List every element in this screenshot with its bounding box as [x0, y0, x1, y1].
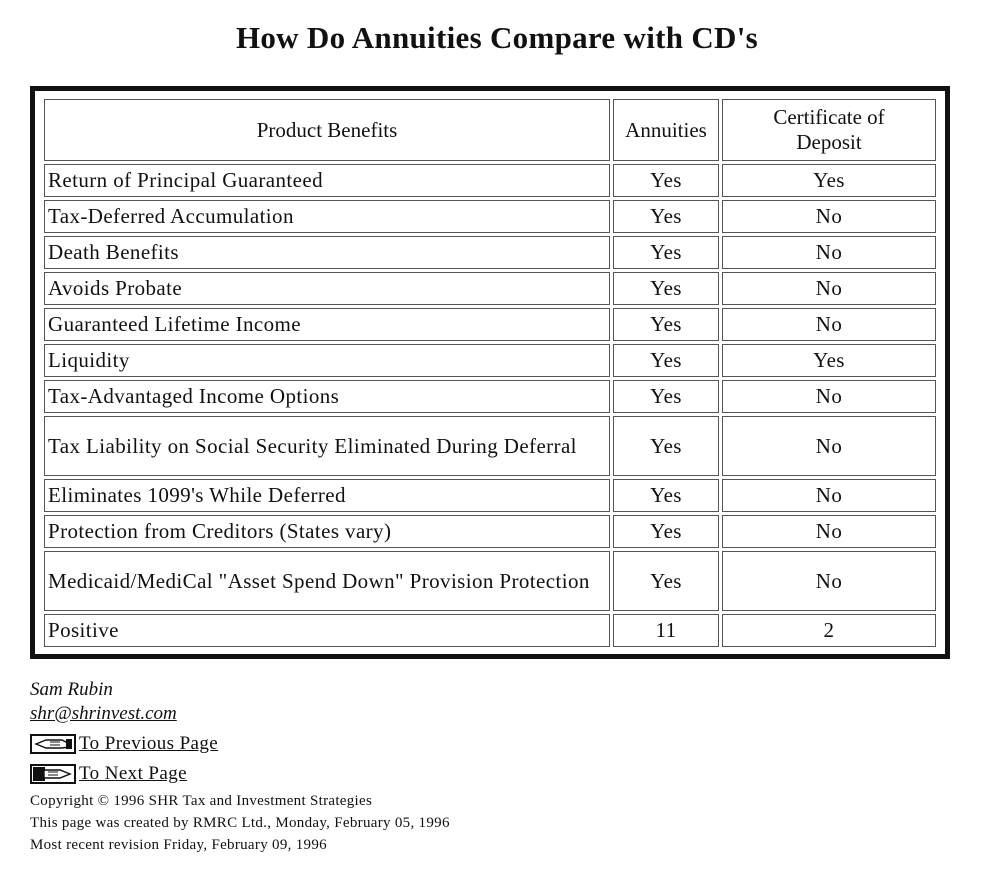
cd-cell: No — [722, 272, 936, 305]
benefit-cell: Avoids Probate — [44, 272, 610, 305]
benefit-cell: Eliminates 1099's While Deferred — [44, 479, 610, 512]
cd-cell: No — [722, 380, 936, 413]
copyright-text: Copyright © 1996 SHR Tax and Investment Strategies — [30, 793, 373, 809]
table-row — [44, 344, 936, 377]
cd-total-cell: 2 — [722, 614, 936, 647]
table-row — [44, 380, 936, 413]
benefit-cell: Tax Liability on Social Security Eliminated During Deferral — [44, 416, 610, 476]
cd-cell: No — [722, 416, 936, 476]
benefit-cell: Return of Principal Guaranteed — [44, 164, 610, 197]
cd-cell: No — [722, 551, 936, 611]
annuities-cell: Yes — [613, 164, 719, 197]
benefit-cell: Positive — [44, 614, 610, 647]
hand-pointing-left-icon[interactable] — [30, 734, 76, 754]
cd-cell: Yes — [722, 344, 936, 377]
annuities-cell: Yes — [613, 515, 719, 548]
benefit-cell: Protection from Creditors (States vary) — [44, 515, 610, 548]
benefit-cell: Death Benefits — [44, 236, 610, 269]
table-row — [44, 272, 936, 305]
table-row — [44, 164, 936, 197]
annuities-cell: Yes — [613, 380, 719, 413]
annuities-cell: Yes — [613, 479, 719, 512]
cd-cell: No — [722, 479, 936, 512]
cd-cell: No — [722, 200, 936, 233]
annuities-total-cell: 11 — [613, 614, 719, 647]
annuities-cell: Yes — [613, 272, 719, 305]
header-product-benefits: Product Benefits — [44, 99, 610, 161]
annuities-cell: Yes — [613, 200, 719, 233]
annuities-cell: Yes — [613, 416, 719, 476]
benefit-cell: Medicaid/MediCal "Asset Spend Down" Provision Protection — [44, 551, 610, 611]
table-header-row — [44, 99, 936, 161]
header-cd-line2: Deposit — [796, 130, 862, 154]
table-row-total — [44, 614, 936, 647]
table-row — [44, 236, 936, 269]
page-title: How Do Annuities Compare with CD's — [235, 20, 759, 55]
header-cd-line1: Certificate of — [773, 105, 885, 129]
annuities-cell: Yes — [613, 236, 719, 269]
author-name: Sam Rubin — [30, 679, 113, 700]
benefit-cell: Tax-Deferred Accumulation — [44, 200, 610, 233]
annuities-cell: Yes — [613, 308, 719, 341]
header-annuities: Annuities — [613, 99, 719, 161]
previous-page-link[interactable] — [30, 732, 730, 756]
benefit-cell: Liquidity — [44, 344, 610, 377]
comparison-table-frame — [30, 86, 950, 659]
next-page-link[interactable] — [30, 762, 730, 786]
cd-cell: No — [722, 308, 936, 341]
table-row — [44, 479, 936, 512]
created-by-text: This page was created by RMRC Ltd., Monday, February 05, 1996 — [30, 815, 450, 831]
table-row — [44, 200, 936, 233]
annuities-cell: Yes — [613, 551, 719, 611]
table-row — [44, 515, 936, 548]
benefit-cell: Tax-Advantaged Income Options — [44, 380, 610, 413]
next-page-label[interactable]: To Next Page — [79, 763, 187, 784]
email-link[interactable]: shr@shrinvest.com — [30, 703, 177, 724]
table-row — [44, 551, 936, 611]
table-row — [44, 308, 936, 341]
table-row — [44, 416, 936, 476]
benefit-cell: Guaranteed Lifetime Income — [44, 308, 610, 341]
page-info — [30, 790, 730, 856]
revision-text: Most recent revision Friday, February 09, 1996 — [30, 837, 327, 853]
annuities-cell: Yes — [613, 344, 719, 377]
cd-cell: No — [722, 515, 936, 548]
footer — [30, 678, 730, 856]
cd-cell: Yes — [722, 164, 936, 197]
cd-cell: No — [722, 236, 936, 269]
header-certificate-of-deposit — [722, 99, 936, 161]
previous-page-label[interactable]: To Previous Page — [79, 733, 219, 754]
hand-pointing-right-icon[interactable] — [30, 764, 76, 784]
comparison-table — [41, 96, 939, 650]
